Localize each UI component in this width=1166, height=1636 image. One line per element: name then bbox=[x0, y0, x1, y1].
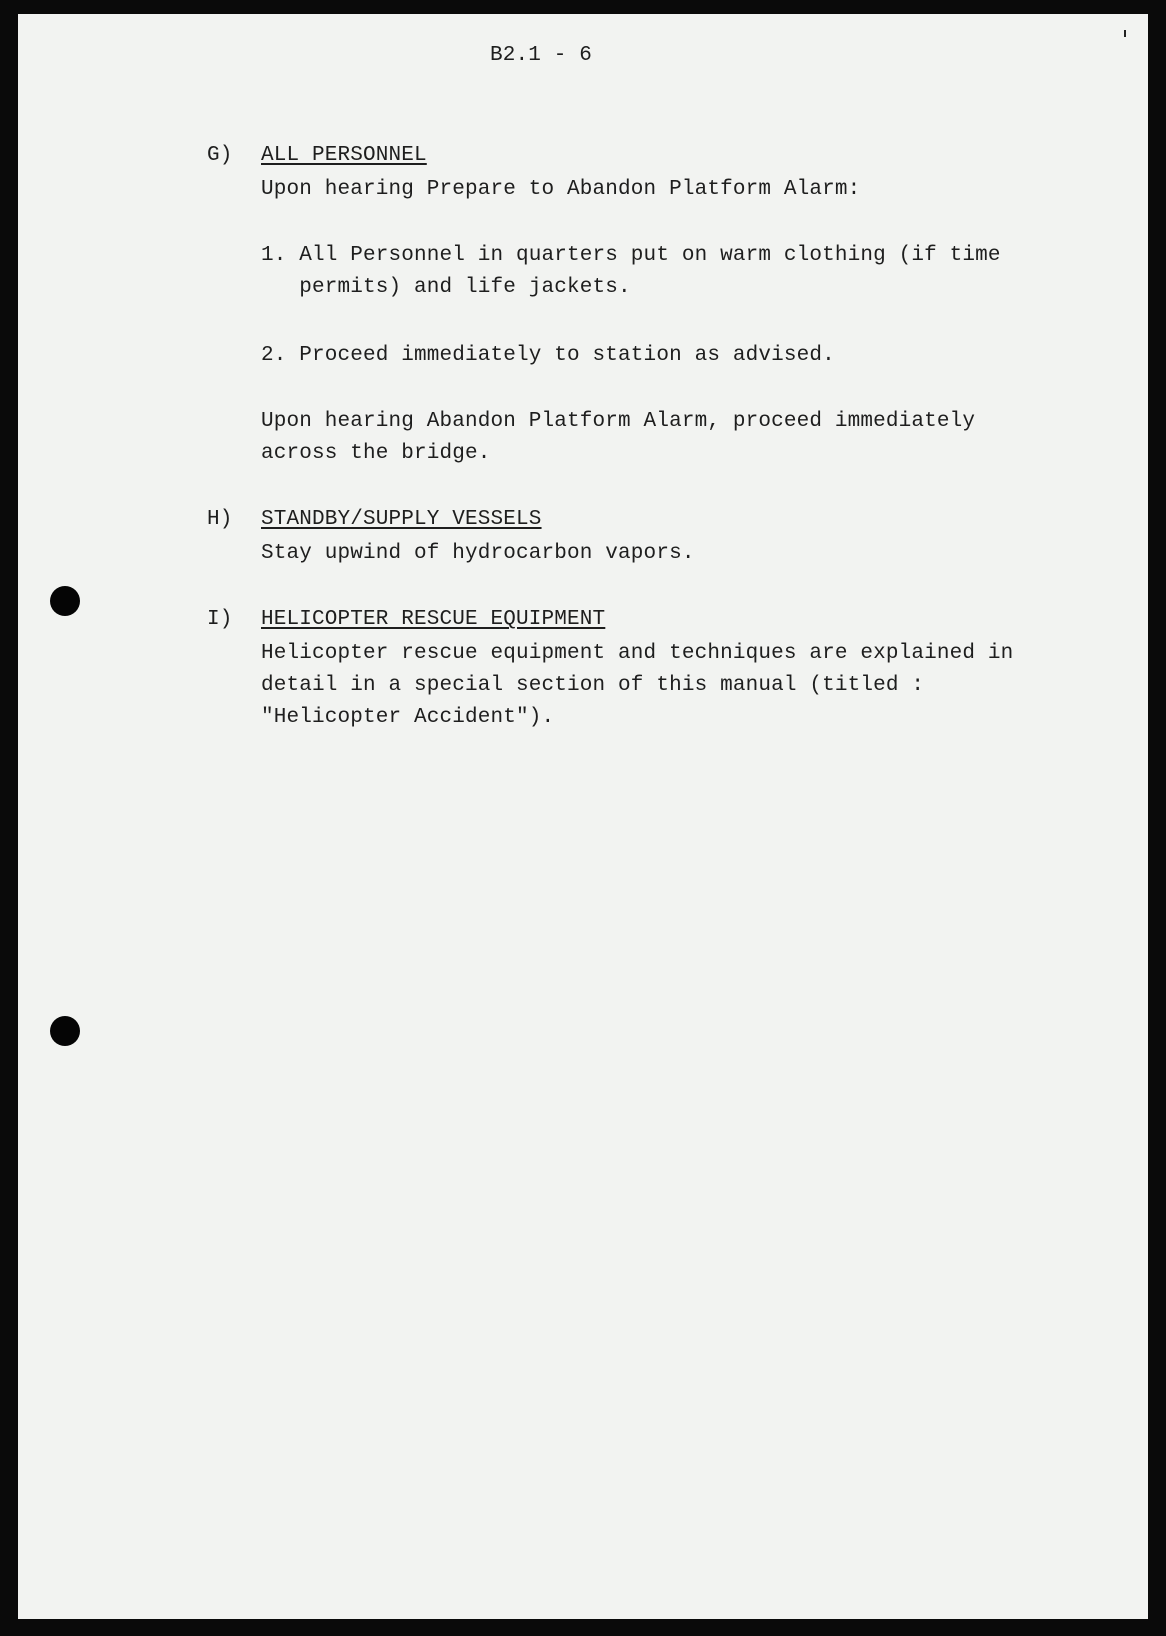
section-g-heading: ALL PERSONNEL bbox=[261, 144, 427, 167]
section-g-after-line-2: across the bridge. bbox=[261, 442, 491, 465]
list-item-1-line-2: permits) and life jackets. bbox=[261, 276, 631, 299]
section-h-line: Stay upwind of hydrocarbon vapors. bbox=[261, 542, 695, 565]
corner-mark bbox=[1124, 30, 1126, 37]
section-i-line-3: "Helicopter Accident"). bbox=[261, 706, 555, 729]
section-i-line-2: detail in a special section of this manual (titled : bbox=[261, 674, 925, 697]
section-g-label: G) bbox=[207, 144, 233, 167]
section-i-label: I) bbox=[207, 608, 233, 631]
section-g-line: Upon hearing Prepare to Abandon Platform Alarm: bbox=[261, 178, 861, 201]
list-item-2-line-1: 2. Proceed immediately to station as advised. bbox=[261, 344, 835, 367]
section-i-line-1: Helicopter rescue equipment and techniques are explained in bbox=[261, 642, 1014, 665]
section-i-heading: HELICOPTER RESCUE EQUIPMENT bbox=[261, 608, 606, 631]
section-h-label: H) bbox=[207, 508, 233, 531]
list-item-1-line-1: 1. All Personnel in quarters put on warm clothing (if time bbox=[261, 244, 1001, 267]
page-number: B2.1 - 6 bbox=[490, 44, 593, 67]
punch-hole bbox=[50, 586, 80, 616]
section-g-after-line-1: Upon hearing Abandon Platform Alarm, proceed immediately bbox=[261, 410, 976, 433]
punch-hole bbox=[50, 1016, 80, 1046]
section-h-heading: STANDBY/SUPPLY VESSELS bbox=[261, 508, 542, 531]
document-page bbox=[18, 14, 1148, 1619]
